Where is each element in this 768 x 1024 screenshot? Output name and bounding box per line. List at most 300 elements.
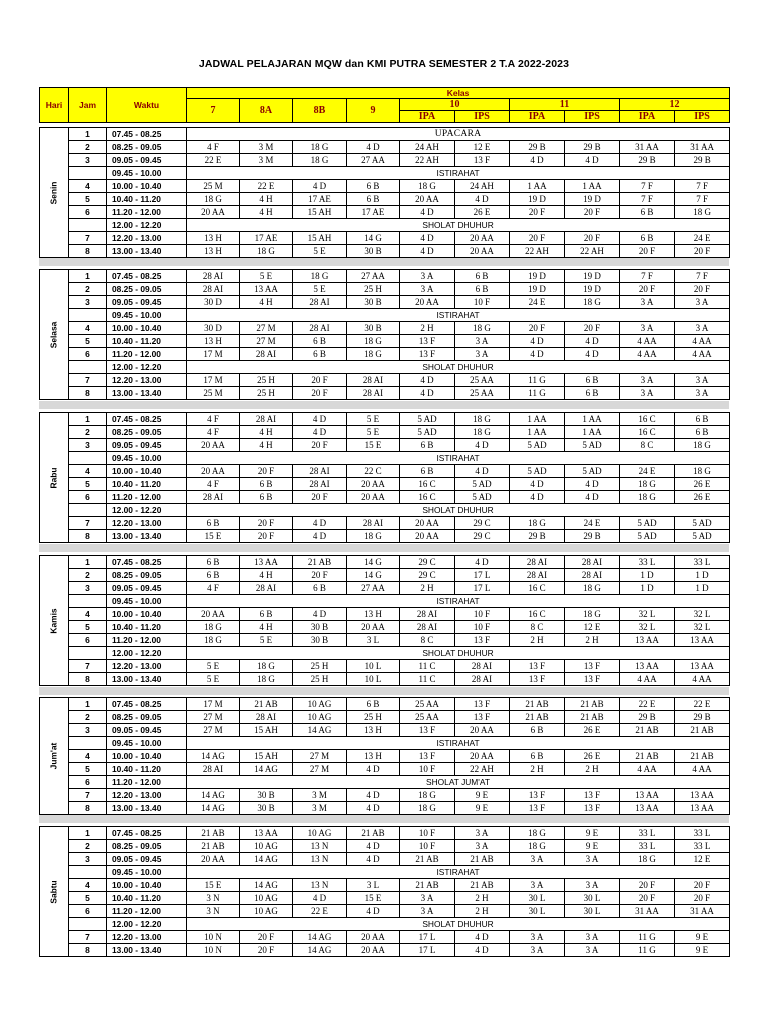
schedule-cell: 22 AH	[400, 154, 455, 167]
schedule-cell: 22 C	[347, 465, 400, 478]
schedule-cell: 29 B	[675, 154, 730, 167]
schedule-cell: 3 A	[400, 270, 455, 283]
schedule-cell: 4 D	[455, 465, 510, 478]
schedule-cell: 30 B	[240, 802, 293, 815]
schedule-cell: 20 AA	[347, 944, 400, 957]
schedule-cell: 33 L	[675, 827, 730, 840]
schedule-cell: 4 D	[455, 931, 510, 944]
table-row	[40, 840, 730, 853]
jam-cell: 5	[69, 763, 107, 776]
schedule-cell: 15 E	[347, 439, 400, 452]
schedule-cell: 28 AI	[455, 673, 510, 686]
schedule-cell: 5 E	[240, 270, 293, 283]
jam-cell	[69, 167, 107, 180]
waktu-cell: 09.05 - 09.45	[107, 853, 187, 866]
schedule-cell: 21 AB	[347, 827, 400, 840]
schedule-cell: 13 AA	[675, 634, 730, 647]
schedule-cell: 19 D	[510, 270, 565, 283]
schedule-cell: 1 D	[675, 582, 730, 595]
schedule-cell: 15 E	[187, 530, 240, 543]
schedule-cell: 4 AA	[620, 673, 675, 686]
table-row	[40, 737, 730, 750]
table-row	[40, 374, 730, 387]
jam-cell	[69, 452, 107, 465]
schedule-cell: 6 B	[187, 556, 240, 569]
schedule-cell: 21 AB	[620, 750, 675, 763]
schedule-cell: 18 G	[187, 193, 240, 206]
schedule-cell: 13 F	[455, 698, 510, 711]
schedule-cell: 28 AI	[455, 660, 510, 673]
schedule-cell: 10 AG	[240, 840, 293, 853]
waktu-cell: 12.20 - 13.00	[107, 931, 187, 944]
schedule-cell: 21 AB	[240, 698, 293, 711]
jam-cell: 5	[69, 335, 107, 348]
schedule-cell: 15 AH	[293, 206, 347, 219]
schedule-cell: 29 C	[455, 517, 510, 530]
table-row	[40, 608, 730, 621]
schedule-cell: 3 A	[400, 905, 455, 918]
schedule-cell: 33 L	[620, 840, 675, 853]
waktu-cell: 10.00 - 10.40	[107, 465, 187, 478]
waktu-cell: 09.05 - 09.45	[107, 439, 187, 452]
schedule-cell: 16 C	[620, 426, 675, 439]
table-row	[40, 128, 730, 141]
jam-cell: 7	[69, 232, 107, 245]
schedule-cell: 20 F	[240, 517, 293, 530]
table-row	[40, 647, 730, 660]
table-row	[40, 193, 730, 206]
schedule-cell: 18 G	[565, 296, 620, 309]
jam-cell: 4	[69, 465, 107, 478]
schedule-header	[39, 87, 730, 123]
schedule-cell: 20 F	[565, 232, 620, 245]
schedule-cell: 12 E	[675, 853, 730, 866]
table-row	[40, 789, 730, 802]
schedule-cell: 17 AE	[347, 206, 400, 219]
schedule-cell: 19 D	[565, 283, 620, 296]
schedule-cell: 15 AH	[240, 750, 293, 763]
schedule-cell: 6 B	[620, 206, 675, 219]
schedule-cell: 4 F	[187, 141, 240, 154]
header-grade-11: 11	[510, 99, 620, 111]
table-row	[40, 270, 730, 283]
schedule-cell: 28 AI	[240, 413, 293, 426]
schedule-cell: 4 D	[347, 141, 400, 154]
schedule-cell: 18 G	[620, 478, 675, 491]
schedule-cell: 5 E	[293, 283, 347, 296]
schedule-cell: 3 A	[675, 387, 730, 400]
schedule-cell: 6 B	[293, 335, 347, 348]
schedule-cell: 10 F	[400, 840, 455, 853]
table-row	[40, 530, 730, 543]
schedule-cell: 14 AG	[293, 724, 347, 737]
schedule-cell: 32 L	[675, 621, 730, 634]
schedule-cell: 4 AA	[675, 335, 730, 348]
schedule-cell: 4 D	[293, 892, 347, 905]
schedule-cell: 14 G	[347, 232, 400, 245]
schedule-cell: 3 A	[620, 387, 675, 400]
schedule-cell: 5 AD	[565, 439, 620, 452]
waktu-cell: 09.45 - 10.00	[107, 167, 187, 180]
schedule-cell: 14 AG	[293, 944, 347, 957]
schedule-cell: 13 F	[400, 335, 455, 348]
span-cell: ISTIRAHAT	[187, 309, 730, 322]
jam-cell: 3	[69, 582, 107, 595]
table-row	[40, 944, 730, 957]
schedule-cell: 10 AG	[240, 905, 293, 918]
schedule-cell: 30 B	[240, 789, 293, 802]
waktu-cell: 13.00 - 13.40	[107, 530, 187, 543]
waktu-cell: 11.20 - 12.00	[107, 634, 187, 647]
schedule-cell: 3 M	[293, 789, 347, 802]
schedule-cell: 33 L	[620, 827, 675, 840]
schedule-cell: 3 N	[187, 905, 240, 918]
schedule-cell: 14 AG	[240, 879, 293, 892]
schedule-cell: 20 AA	[187, 439, 240, 452]
schedule-cell: 20 F	[620, 283, 675, 296]
schedule-cell: 1 AA	[510, 413, 565, 426]
schedule-cell: 26 E	[565, 724, 620, 737]
schedule-cell: 3 A	[565, 931, 620, 944]
schedule-cell: 32 L	[620, 608, 675, 621]
schedule-cell: 6 B	[347, 180, 400, 193]
schedule-cell: 13 AA	[675, 660, 730, 673]
schedule-cell: 21 AB	[510, 711, 565, 724]
schedule-cell: 13 F	[510, 660, 565, 673]
schedule-cell: 33 L	[620, 556, 675, 569]
header-track: IPS	[455, 111, 510, 123]
table-row	[40, 296, 730, 309]
schedule-cell: 28 AI	[510, 569, 565, 582]
jam-cell: 4	[69, 180, 107, 193]
schedule-cell: 29 B	[510, 530, 565, 543]
schedule-cell: 3 A	[400, 283, 455, 296]
schedule-cell: 5 AD	[400, 413, 455, 426]
schedule-cell: 5 E	[347, 426, 400, 439]
schedule-cell: 4 D	[347, 905, 400, 918]
table-row	[40, 905, 730, 918]
jam-cell: 8	[69, 802, 107, 815]
schedule-cell: 3 A	[455, 827, 510, 840]
schedule-cell: 15 E	[187, 879, 240, 892]
schedule-cell: 28 AI	[510, 556, 565, 569]
schedule-cell: 18 G	[347, 530, 400, 543]
schedule-cell: 3 A	[510, 944, 565, 957]
schedule-cell: 4 D	[565, 348, 620, 361]
schedule-cell: 21 AB	[455, 853, 510, 866]
schedule-cell: 18 G	[240, 660, 293, 673]
table-row	[40, 776, 730, 789]
schedule-cell: 6 B	[293, 348, 347, 361]
waktu-cell: 12.20 - 13.00	[107, 789, 187, 802]
schedule-cell: 17 L	[400, 931, 455, 944]
schedule-cell: 4 D	[510, 154, 565, 167]
waktu-cell: 12.20 - 13.00	[107, 517, 187, 530]
schedule-cell: 4 D	[400, 374, 455, 387]
schedule-cell: 27 M	[240, 322, 293, 335]
schedule-cell: 13 F	[565, 802, 620, 815]
schedule-cell: 28 AI	[347, 517, 400, 530]
schedule-cell: 13 AA	[620, 660, 675, 673]
schedule-cell: 25 AA	[400, 698, 455, 711]
table-row	[40, 698, 730, 711]
schedule-cell: 20 AA	[400, 530, 455, 543]
schedule-cell: 20 AA	[187, 465, 240, 478]
jam-cell: 6	[69, 206, 107, 219]
jam-cell: 7	[69, 517, 107, 530]
schedule-cell: 11 C	[400, 673, 455, 686]
schedule-cell: 25 H	[347, 711, 400, 724]
schedule-cell: 25 H	[240, 387, 293, 400]
schedule-cell: 14 AG	[240, 853, 293, 866]
table-row	[40, 465, 730, 478]
schedule-cell: 10 N	[187, 931, 240, 944]
schedule-cell: 30 B	[347, 245, 400, 258]
waktu-cell: 09.05 - 09.45	[107, 582, 187, 595]
schedule-cell: 15 E	[347, 892, 400, 905]
schedule-cell: 13 F	[455, 634, 510, 647]
schedule-cell: 4 D	[510, 335, 565, 348]
waktu-cell: 11.20 - 12.00	[107, 776, 187, 789]
schedule-cell: 13 F	[455, 711, 510, 724]
schedule-cell: 4 D	[400, 232, 455, 245]
schedule-cell: 16 C	[620, 413, 675, 426]
schedule-cell: 20 AA	[187, 608, 240, 621]
table-row	[40, 892, 730, 905]
span-cell: UPACARA	[187, 128, 730, 141]
schedule-cell: 6 B	[347, 193, 400, 206]
schedule-cell: 4 H	[240, 621, 293, 634]
schedule-cell: 13 H	[187, 335, 240, 348]
table-row	[40, 827, 730, 840]
table-row	[40, 348, 730, 361]
schedule-cell: 20 AA	[400, 296, 455, 309]
schedule-cell: 4 AA	[675, 348, 730, 361]
jam-cell: 1	[69, 413, 107, 426]
schedule-cell: 20 AA	[347, 621, 400, 634]
schedule-cell: 5 E	[187, 673, 240, 686]
schedule-cell: 19 D	[565, 193, 620, 206]
jam-cell: 1	[69, 270, 107, 283]
schedule-cell: 5 AD	[565, 465, 620, 478]
schedule-cell: 29 C	[455, 530, 510, 543]
schedule-cell: 28 AI	[187, 491, 240, 504]
schedule-cell: 15 AH	[240, 724, 293, 737]
day-table	[39, 127, 730, 258]
table-row	[40, 167, 730, 180]
jam-cell: 1	[69, 556, 107, 569]
schedule-cell: 26 E	[675, 491, 730, 504]
table-row	[40, 931, 730, 944]
jam-cell: 3	[69, 296, 107, 309]
schedule-cell: 16 C	[510, 582, 565, 595]
jam-cell: 6	[69, 491, 107, 504]
waktu-cell: 10.00 - 10.40	[107, 750, 187, 763]
table-row	[40, 245, 730, 258]
day-table	[39, 555, 730, 686]
schedule-cell: 5 AD	[675, 517, 730, 530]
day-separator	[39, 815, 729, 823]
schedule-cell: 4 H	[240, 439, 293, 452]
waktu-cell: 08.25 - 09.05	[107, 840, 187, 853]
schedule-cell: 13 F	[455, 154, 510, 167]
schedule-cell: 28 AI	[347, 387, 400, 400]
schedule-cell: 3 M	[240, 154, 293, 167]
schedule-cell: 28 AI	[240, 711, 293, 724]
waktu-cell: 07.45 - 08.25	[107, 556, 187, 569]
schedule-cell: 21 AB	[620, 724, 675, 737]
jam-cell: 6	[69, 348, 107, 361]
schedule-cell: 30 B	[347, 322, 400, 335]
header-track: IPS	[565, 111, 620, 123]
schedule-cell: 13 AA	[240, 827, 293, 840]
jam-cell: 2	[69, 711, 107, 724]
waktu-cell: 09.45 - 10.00	[107, 737, 187, 750]
schedule-cell: 4 D	[347, 789, 400, 802]
schedule-cell: 20 AA	[455, 232, 510, 245]
schedule-cell: 29 C	[400, 556, 455, 569]
schedule-cell: 22 E	[187, 154, 240, 167]
waktu-cell: 08.25 - 09.05	[107, 283, 187, 296]
schedule-cell: 13 N	[293, 840, 347, 853]
schedule-cell: 4 H	[240, 569, 293, 582]
schedule-cell: 3 A	[510, 853, 565, 866]
schedule-cell: 13 H	[347, 608, 400, 621]
table-row	[40, 322, 730, 335]
schedule-cell: 3 A	[455, 840, 510, 853]
schedule-cell: 3 A	[510, 931, 565, 944]
day-table	[39, 269, 730, 400]
day-name: Kamis	[48, 607, 59, 634]
waktu-cell: 08.25 - 09.05	[107, 426, 187, 439]
waktu-cell: 10.40 - 11.20	[107, 478, 187, 491]
schedule-cell: 29 C	[400, 569, 455, 582]
schedule-cell: 13 F	[565, 673, 620, 686]
jam-cell: 3	[69, 439, 107, 452]
schedule-cell: 28 AI	[187, 270, 240, 283]
schedule-cell: 4 D	[400, 387, 455, 400]
schedule-cell: 22 AH	[455, 763, 510, 776]
schedule-cell: 21 AB	[565, 711, 620, 724]
schedule-cell: 16 C	[510, 608, 565, 621]
schedule-cell: 28 AI	[293, 296, 347, 309]
jam-cell: 2	[69, 283, 107, 296]
day-name-cell	[40, 827, 69, 957]
span-cell: SHOLAT DHUHUR	[187, 918, 730, 931]
schedule-cell: 3 L	[347, 879, 400, 892]
jam-cell: 3	[69, 853, 107, 866]
day-name-cell	[40, 698, 69, 815]
schedule-cell: 18 G	[675, 465, 730, 478]
schedule-cell: 30 L	[565, 905, 620, 918]
schedule-cell: 14 AG	[187, 750, 240, 763]
schedule-cell: 2 H	[565, 634, 620, 647]
schedule-cell: 18 G	[187, 634, 240, 647]
table-row	[40, 219, 730, 232]
schedule-cell: 33 L	[675, 556, 730, 569]
jam-cell: 8	[69, 673, 107, 686]
waktu-cell: 13.00 - 13.40	[107, 387, 187, 400]
schedule-cell: 3 A	[675, 322, 730, 335]
day-name: Sabtu	[48, 879, 59, 904]
waktu-cell: 09.45 - 10.00	[107, 866, 187, 879]
schedule-cell: 10 N	[187, 944, 240, 957]
header-class-7: 7	[187, 99, 240, 123]
schedule-cell: 3 A	[620, 296, 675, 309]
jam-cell: 7	[69, 660, 107, 673]
schedule-cell: 16 C	[400, 478, 455, 491]
schedule-cell: 17 AE	[293, 193, 347, 206]
schedule-cell: 30 B	[293, 621, 347, 634]
schedule-cell: 18 G	[675, 206, 730, 219]
schedule-cell: 24 E	[620, 465, 675, 478]
schedule-cell: 5 E	[293, 245, 347, 258]
table-row	[40, 283, 730, 296]
schedule-cell: 3 A	[455, 348, 510, 361]
schedule-cell: 6 B	[187, 517, 240, 530]
schedule-cell: 12 E	[565, 621, 620, 634]
table-row	[40, 866, 730, 879]
schedule-cell: 6 B	[565, 387, 620, 400]
schedule-cell: 4 D	[455, 556, 510, 569]
schedule-cell: 12 E	[455, 141, 510, 154]
waktu-cell: 13.00 - 13.40	[107, 673, 187, 686]
schedule-cell: 31 AA	[620, 141, 675, 154]
schedule-cell: 3 N	[187, 892, 240, 905]
schedule-cell: 11 C	[400, 660, 455, 673]
schedule-cell: 2 H	[565, 763, 620, 776]
header-grade-12: 12	[620, 99, 730, 111]
schedule-cell: 3 M	[293, 802, 347, 815]
jam-cell	[69, 737, 107, 750]
schedule-cell: 17 L	[455, 582, 510, 595]
jam-cell: 2	[69, 141, 107, 154]
span-cell: SHOLAT DHUHUR	[187, 647, 730, 660]
schedule-cell: 5 E	[240, 634, 293, 647]
jam-cell: 3	[69, 724, 107, 737]
jam-cell: 5	[69, 193, 107, 206]
waktu-cell: 07.45 - 08.25	[107, 270, 187, 283]
table-row	[40, 452, 730, 465]
jam-cell: 4	[69, 879, 107, 892]
schedule-cell: 20 AA	[347, 491, 400, 504]
schedule-cell: 31 AA	[620, 905, 675, 918]
schedule-cell: 4 D	[347, 840, 400, 853]
schedule-cell: 25 H	[293, 660, 347, 673]
schedule-cell: 20 F	[510, 206, 565, 219]
schedule-cell: 21 AB	[510, 698, 565, 711]
jam-cell: 3	[69, 154, 107, 167]
schedule-cell: 20 F	[240, 931, 293, 944]
schedule-cell: 25 AA	[400, 711, 455, 724]
schedule-cell: 18 G	[240, 673, 293, 686]
schedule-cell: 13 AA	[675, 789, 730, 802]
schedule-cell: 20 F	[675, 245, 730, 258]
schedule-cell: 20 F	[620, 892, 675, 905]
table-row	[40, 673, 730, 686]
schedule-cell: 5 AD	[510, 439, 565, 452]
schedule-cell: 7 F	[620, 270, 675, 283]
jam-cell: 8	[69, 245, 107, 258]
schedule-cell: 18 G	[620, 853, 675, 866]
schedule-cell: 5 E	[347, 413, 400, 426]
schedule-cell: 20 AA	[455, 750, 510, 763]
schedule-cell: 2 H	[510, 763, 565, 776]
schedule-cell: 29 B	[565, 141, 620, 154]
jam-cell: 6	[69, 776, 107, 789]
schedule-cell: 22 E	[675, 698, 730, 711]
schedule-cell: 1 AA	[565, 180, 620, 193]
